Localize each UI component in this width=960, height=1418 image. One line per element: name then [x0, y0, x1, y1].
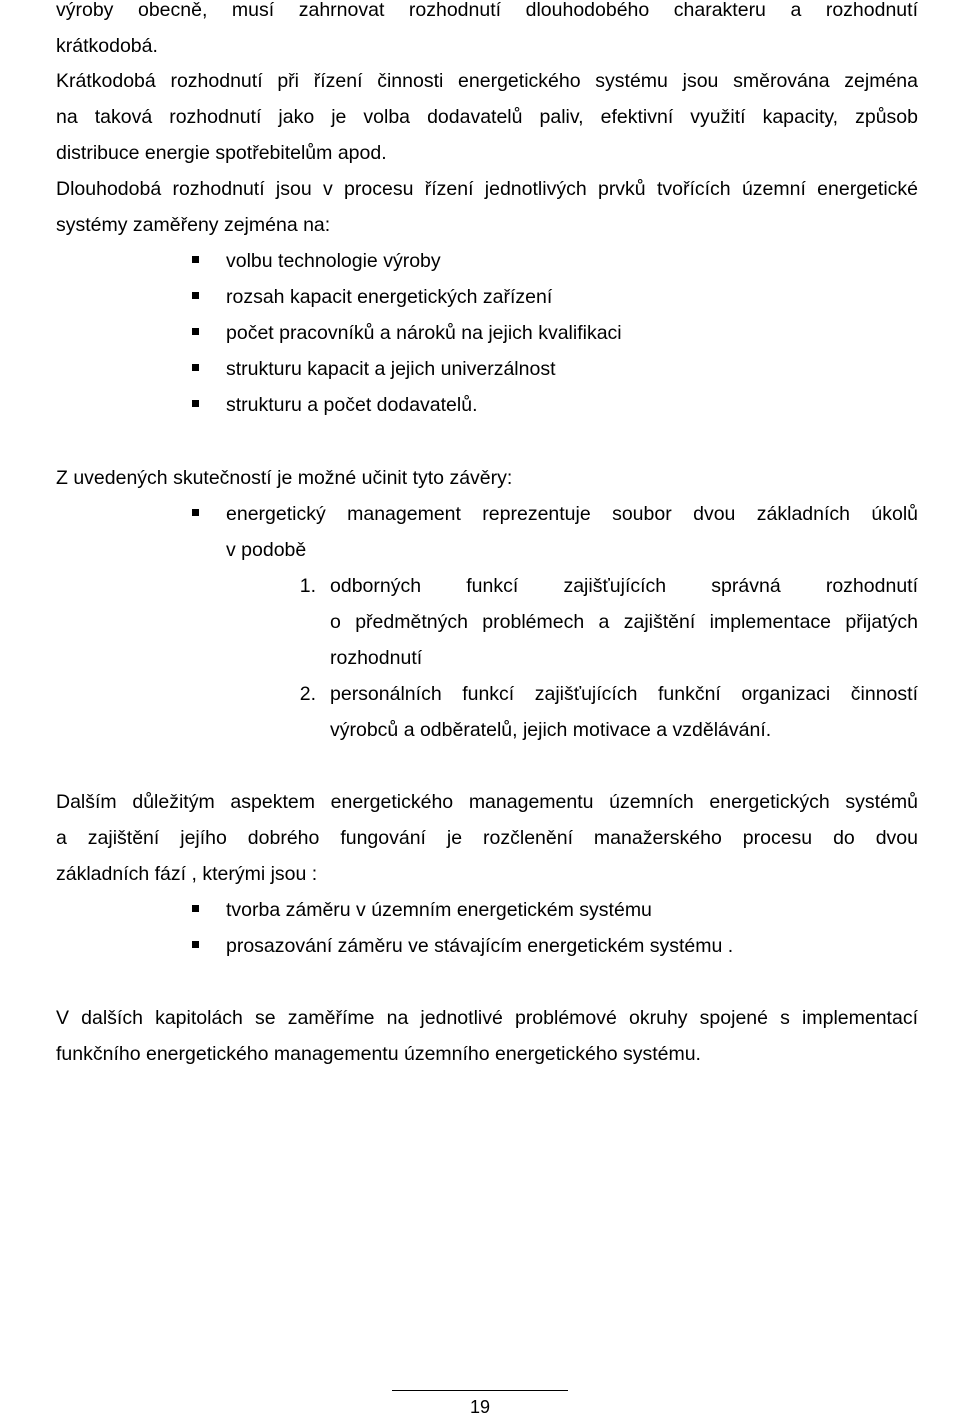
numbered-item-1-line-2: o předmětných problémech a zajištění implementace přijatých	[330, 611, 918, 633]
paragraph-6-line-1: V dalších kapitolách se zaměříme na jednotlivé problémové okruhy spojené s implementací	[56, 1007, 918, 1029]
list-item: tvorba záměru v územním energetickém systému	[226, 899, 652, 921]
paragraph-6-line-2: funkčního energetického managementu územního energetického systému.	[56, 1043, 701, 1065]
paragraph-3-line-1: Dlouhodobá rozhodnutí jsou v procesu řízení jednotlivých prvků tvořících územní energetické	[56, 178, 918, 200]
list-item: prosazování záměru ve stávajícím energetickém systému .	[226, 935, 734, 957]
paragraph-1-line-1: výroby obecně, musí zahrnovat rozhodnutí dlouhodobého charakteru a rozhodnutí	[56, 0, 918, 21]
footer-rule	[392, 1390, 568, 1391]
bullet-square-icon	[192, 364, 199, 371]
paragraph-2-line-1: Krátkodobá rozhodnutí při řízení činnosti energetického systému jsou směrována zejména	[56, 70, 918, 92]
list-item: strukturu kapacit a jejich univerzálnost	[226, 358, 556, 380]
conclusions-intro: Z uvedených skutečností je možné učinit tyto závěry:	[56, 467, 513, 489]
paragraph-2-line-2: na taková rozhodnutí jako je volba dodavatelů paliv, efektivní využití kapacity, způsob	[56, 106, 918, 128]
bullet-square-icon	[192, 905, 199, 912]
paragraph-5-line-3: základních fází , kterými jsou :	[56, 863, 318, 885]
bullet-square-icon	[192, 509, 199, 516]
list-item: rozsah kapacit energetických zařízení	[226, 286, 553, 308]
list-item: volbu technologie výroby	[226, 250, 441, 272]
paragraph-1-line-2: krátkodobá.	[56, 35, 158, 57]
paragraph-5-line-2: a zajištění jejího dobrého fungování je rozčlenění manažerského procesu do dvou	[56, 827, 918, 849]
list-item: počet pracovníků a nároků na jejich kvalifikaci	[226, 322, 622, 344]
numbered-item-2-line-2: výrobců a odběratelů, jejich motivace a vzdělávání.	[330, 719, 772, 741]
bullet-square-icon	[192, 292, 199, 299]
conclusion-bullet-line-1: energetický management reprezentuje soubor dvou základních úkolů	[226, 503, 918, 525]
paragraph-5-line-1: Dalším důležitým aspektem energetického managementu územních energetických systémů	[56, 791, 918, 813]
page-number: 19	[469, 1397, 491, 1417]
numbered-item-1-line-3: rozhodnutí	[330, 647, 423, 669]
bullet-square-icon	[192, 328, 199, 335]
numbered-item-1-number: 1.	[299, 575, 316, 597]
list-item: strukturu a počet dodavatelů.	[226, 394, 478, 416]
bullet-square-icon	[192, 400, 199, 407]
bullet-square-icon	[192, 941, 199, 948]
numbered-item-2-number: 2.	[299, 683, 316, 705]
numbered-item-1-line-1: odborných funkcí zajišťujících správná rozhodnutí	[330, 575, 918, 597]
paragraph-2-line-3: distribuce energie spotřebitelům apod.	[56, 142, 387, 164]
paragraph-3-line-2: systémy zaměřeny zejména na:	[56, 214, 331, 236]
numbered-item-2-line-1: personálních funkcí zajišťujících funkční organizaci činností	[330, 683, 918, 705]
bullet-square-icon	[192, 256, 199, 263]
conclusion-bullet-line-2: v podobě	[226, 539, 307, 561]
